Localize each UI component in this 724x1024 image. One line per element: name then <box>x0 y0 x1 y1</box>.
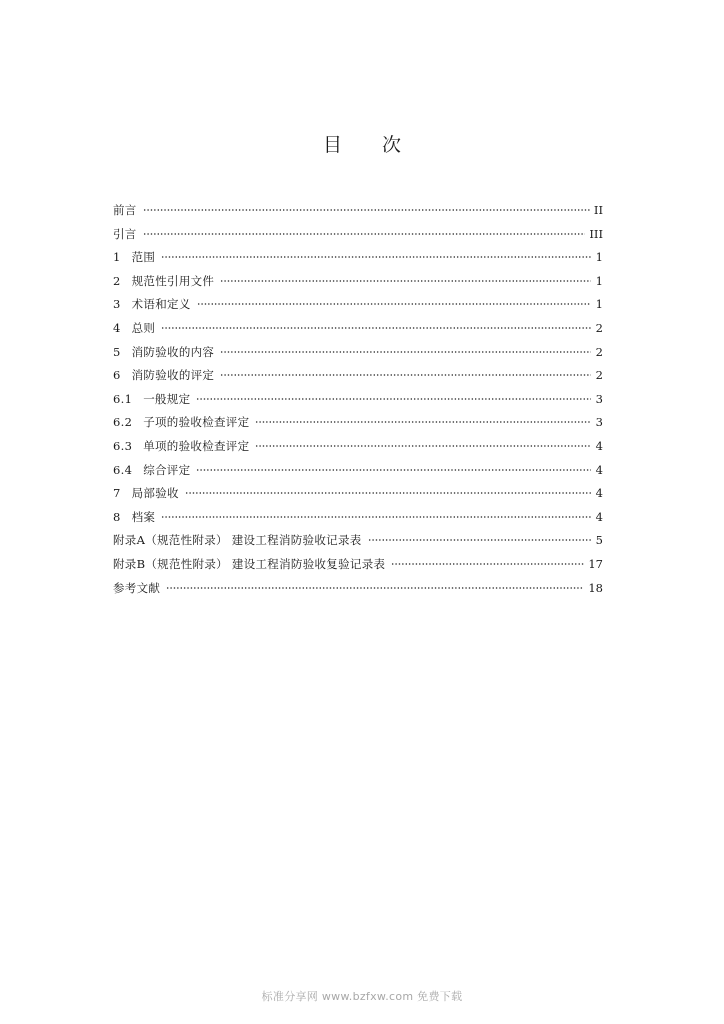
toc-dot-leader <box>161 256 591 258</box>
toc-entry[interactable] <box>113 199 603 223</box>
toc-dot-leader <box>197 303 591 305</box>
footer-watermark: 标准分享网 www.bzfxw.com 免费下载 <box>261 990 463 1003</box>
toc-dot-leader <box>143 233 586 235</box>
toc-dot-leader <box>391 563 584 565</box>
toc-entry-number: 4 <box>113 320 121 335</box>
toc-entry-label <box>113 223 137 247</box>
toc-entry-label <box>113 459 190 483</box>
toc-entry-label <box>113 199 137 223</box>
toc-entry-label <box>113 577 160 601</box>
toc-dot-leader <box>220 351 591 353</box>
toc-entry-page: III <box>589 226 603 241</box>
table-of-contents <box>113 199 603 600</box>
toc-entry[interactable] <box>113 553 603 577</box>
toc-dot-leader <box>220 280 591 282</box>
toc-entry-text: 子项的验收检查评定 <box>143 415 250 430</box>
toc-entry-text: 附录A（规范性附录） 建设工程消防验收记录表 <box>113 533 362 548</box>
toc-entry-label <box>113 553 385 577</box>
toc-entry-number: 8 <box>113 509 121 524</box>
toc-entry-text: 总则 <box>131 320 156 335</box>
toc-entry-page: 4 <box>595 509 603 524</box>
toc-entry-label <box>113 482 179 506</box>
toc-entry-label <box>113 293 191 317</box>
toc-entry-label <box>113 317 155 341</box>
toc-entry[interactable] <box>113 246 603 270</box>
toc-entry-page: 1 <box>595 297 603 312</box>
toc-entry-page: 3 <box>595 391 603 406</box>
toc-entry-label <box>113 435 249 459</box>
toc-entry-text: 局部验收 <box>131 486 179 501</box>
toc-entry-label <box>113 364 214 388</box>
toc-entry-page: 3 <box>595 415 603 430</box>
toc-dot-leader <box>166 587 584 589</box>
toc-entry-text: 附录B（规范性附录） 建设工程消防验收复验记录表 <box>113 556 386 571</box>
toc-dot-leader <box>143 209 590 211</box>
toc-entry[interactable] <box>113 411 603 435</box>
toc-entry-number: 5 <box>113 344 121 359</box>
toc-entry[interactable] <box>113 223 603 247</box>
toc-entry-label <box>113 506 155 530</box>
toc-entry-number: 7 <box>113 486 121 501</box>
title-part-1: 目 <box>322 134 342 156</box>
toc-entry[interactable] <box>113 459 603 483</box>
toc-entry-number: 6.4 <box>113 462 133 477</box>
toc-entry-number: 6.3 <box>113 438 133 453</box>
page-title <box>0 130 724 157</box>
toc-entry-text: 范围 <box>131 250 156 265</box>
toc-entry-text: 单项的验收检查评定 <box>143 438 250 453</box>
toc-entry[interactable] <box>113 364 603 388</box>
toc-entry-text: 规范性引用文件 <box>131 273 215 288</box>
toc-dot-leader <box>255 445 591 447</box>
toc-dot-leader <box>255 421 591 423</box>
toc-entry-text: 综合评定 <box>143 462 191 477</box>
toc-entry[interactable] <box>113 529 603 553</box>
toc-entry-number: 3 <box>113 297 121 312</box>
toc-entry-page: II <box>593 203 603 217</box>
toc-entry-number: 6.1 <box>113 391 133 406</box>
toc-entry-text: 引言 <box>113 226 137 241</box>
toc-entry[interactable] <box>113 482 603 506</box>
toc-dot-leader <box>220 374 591 376</box>
toc-dot-leader <box>196 469 591 471</box>
toc-entry[interactable] <box>113 435 603 459</box>
toc-entry[interactable] <box>113 341 603 365</box>
toc-entry-text: 参考文献 <box>113 580 161 595</box>
toc-dot-leader <box>368 539 591 541</box>
toc-entry-page: 2 <box>595 320 603 335</box>
toc-entry-page: 1 <box>595 250 603 265</box>
toc-entry-text: 消防验收的评定 <box>131 368 215 383</box>
toc-entry-page: 4 <box>595 462 603 477</box>
toc-entry-page: 4 <box>595 486 603 501</box>
toc-entry-page: 17 <box>588 556 603 571</box>
toc-dot-leader <box>161 516 591 518</box>
toc-dot-leader <box>185 492 591 494</box>
toc-entry-label <box>113 246 155 270</box>
toc-entry-text: 前言 <box>113 203 137 217</box>
toc-entry-number: 6.2 <box>113 415 133 430</box>
toc-entry[interactable] <box>113 388 603 412</box>
toc-entry[interactable] <box>113 270 603 294</box>
toc-entry-number: 6 <box>113 368 121 383</box>
toc-entry[interactable] <box>113 317 603 341</box>
toc-entry-number: 2 <box>113 273 121 288</box>
toc-entry-page: 5 <box>595 533 603 548</box>
toc-entry-label <box>113 411 249 435</box>
toc-entry-page: 2 <box>595 368 603 383</box>
toc-entry-page: 4 <box>595 438 603 453</box>
toc-entry-page: 2 <box>595 344 603 359</box>
toc-entry[interactable] <box>113 293 603 317</box>
toc-entry-text: 一般规定 <box>143 391 191 406</box>
toc-entry-page: 18 <box>588 580 603 595</box>
toc-entry-number: 1 <box>113 250 121 265</box>
toc-entry-label <box>113 341 214 365</box>
toc-entry-text: 消防验收的内容 <box>131 344 215 359</box>
toc-entry-label <box>113 529 362 553</box>
toc-entry-page: 1 <box>595 273 603 288</box>
toc-entry[interactable] <box>113 577 603 601</box>
toc-entry-label <box>113 388 190 412</box>
toc-entry[interactable] <box>113 506 603 530</box>
toc-entry-label <box>113 270 214 294</box>
title-part-2: 次 <box>382 134 402 156</box>
toc-entry-text: 术语和定义 <box>131 297 191 312</box>
toc-dot-leader <box>161 327 591 329</box>
toc-entry-text: 档案 <box>131 509 156 524</box>
toc-dot-leader <box>196 398 591 400</box>
